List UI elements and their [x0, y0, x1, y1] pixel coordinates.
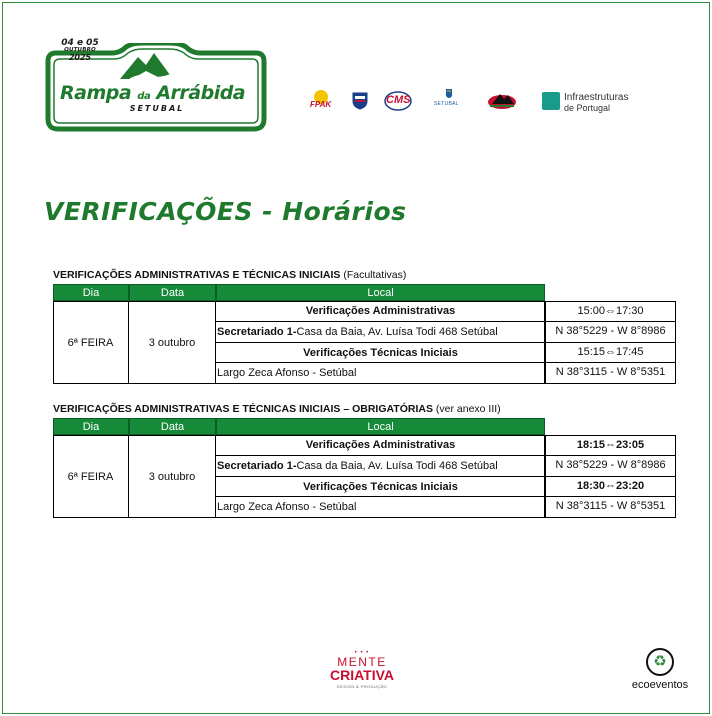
- ip-mark-icon: [542, 92, 560, 110]
- recycle-icon: ♻: [646, 648, 674, 676]
- header-local: Local: [216, 418, 545, 435]
- header-data: Data: [129, 284, 216, 301]
- header-dia: Dia: [53, 418, 129, 435]
- section1-title-bold: VERIFICAÇÕES ADMINISTRATIVAS E TÉCNICAS INICIAIS: [53, 269, 341, 281]
- dots-icon: • • •: [354, 650, 370, 656]
- logo-date-days: 04 e 05: [61, 38, 99, 48]
- logo-date-month: OUTUBRO: [64, 47, 96, 53]
- local-label-bold: Secretariado 1-: [217, 325, 297, 338]
- shield-icon: [350, 90, 370, 110]
- setubal-crest-icon: [434, 88, 464, 102]
- mc-line3: DESIGN & PRODUÇÃO: [336, 684, 388, 689]
- mountain-club-icon: [482, 90, 522, 112]
- cms-label: CMS: [386, 94, 411, 106]
- local-row: Verificações Administrativas: [216, 435, 545, 456]
- logo-title-arrabida: Arrábida: [156, 82, 246, 104]
- eco-label: ecoeventos: [631, 679, 689, 691]
- fia-shield-logo: [350, 90, 370, 110]
- coordinates-cell: N 38°3115 - W 8°5351: [545, 363, 676, 384]
- coordinates-cell: N 38°3115 - W 8°5351: [545, 497, 676, 518]
- time-cell: 15:00⇔17:30: [545, 301, 676, 322]
- coordinates-cell: N 38°5229 - W 8°8986: [545, 456, 676, 477]
- mc-line2: CRIATIVA: [329, 667, 395, 683]
- mente-criativa-logo: [326, 650, 398, 689]
- section2-title: [53, 403, 501, 415]
- page-title: VERIFICAÇÕES - Horários: [44, 197, 407, 226]
- local-address: Casa da Baia, Av. Luísa Todi 468 Setúbal: [296, 325, 498, 338]
- local-row: [216, 456, 545, 477]
- header-data: Data: [129, 418, 216, 435]
- logo-date-year: 2025: [68, 52, 92, 62]
- local-row: Largo Zeca Afonso - Setúbal: [217, 367, 357, 380]
- logo-subtitle: SETUBAL: [129, 104, 185, 113]
- logo-title-rampa: Rampa: [60, 82, 132, 104]
- header-dia: Dia: [53, 284, 129, 301]
- cms-logo: [384, 90, 414, 112]
- ecoeventos-logo: [628, 648, 692, 691]
- ip-label-line1: Infraestruturas: [564, 92, 629, 103]
- time-cell: 18:15⇔23:05: [545, 435, 676, 456]
- setubal-logo: [434, 88, 464, 114]
- section1-title: [53, 269, 406, 281]
- time-cell: 15:15⇔17:45: [545, 343, 676, 364]
- coordinates-cell: N 38°5229 - W 8°8986: [545, 322, 676, 343]
- time-cell: 18:30⇔23:20: [545, 477, 676, 498]
- fpak-logo: [310, 90, 334, 112]
- section1-title-note: (Facultativas): [343, 269, 407, 281]
- cell-data: 3 outubro: [129, 435, 216, 518]
- ip-label-line2: de Portugal: [564, 103, 611, 113]
- mc-line1: MENTE: [337, 655, 387, 669]
- setubal-label: SETUBAL: [434, 101, 459, 107]
- section2-title-bold: VERIFICAÇÕES ADMINISTRATIVAS E TÉCNICAS INICIAIS – OBRIGATÓRIAS: [53, 403, 433, 415]
- infraestruturas-portugal-logo: [542, 90, 642, 112]
- local-row: Verificações Administrativas: [216, 301, 545, 322]
- local-row: Largo Zeca Afonso - Setúbal: [217, 501, 357, 514]
- cell-dia: 6ª FEIRA: [53, 435, 129, 518]
- cell-dia: 6ª FEIRA: [53, 301, 129, 384]
- local-row: Verificações Técnicas Iniciais: [216, 343, 545, 364]
- header-local: Local: [216, 284, 545, 301]
- local-address: Casa da Baia, Av. Luísa Todi 468 Setúbal: [296, 459, 498, 472]
- logo-title: [60, 82, 260, 104]
- club-logo: [482, 90, 522, 112]
- local-label-bold: Secretariado 1-: [217, 459, 297, 472]
- local-row: Verificações Técnicas Iniciais: [216, 477, 545, 498]
- section2-title-note: (ver anexo III): [435, 403, 501, 415]
- fpak-label: FPAK: [310, 100, 332, 109]
- rally-logo: [42, 38, 270, 132]
- logo-title-da: da: [137, 91, 151, 102]
- local-row: [216, 322, 545, 343]
- cell-data: 3 outubro: [129, 301, 216, 384]
